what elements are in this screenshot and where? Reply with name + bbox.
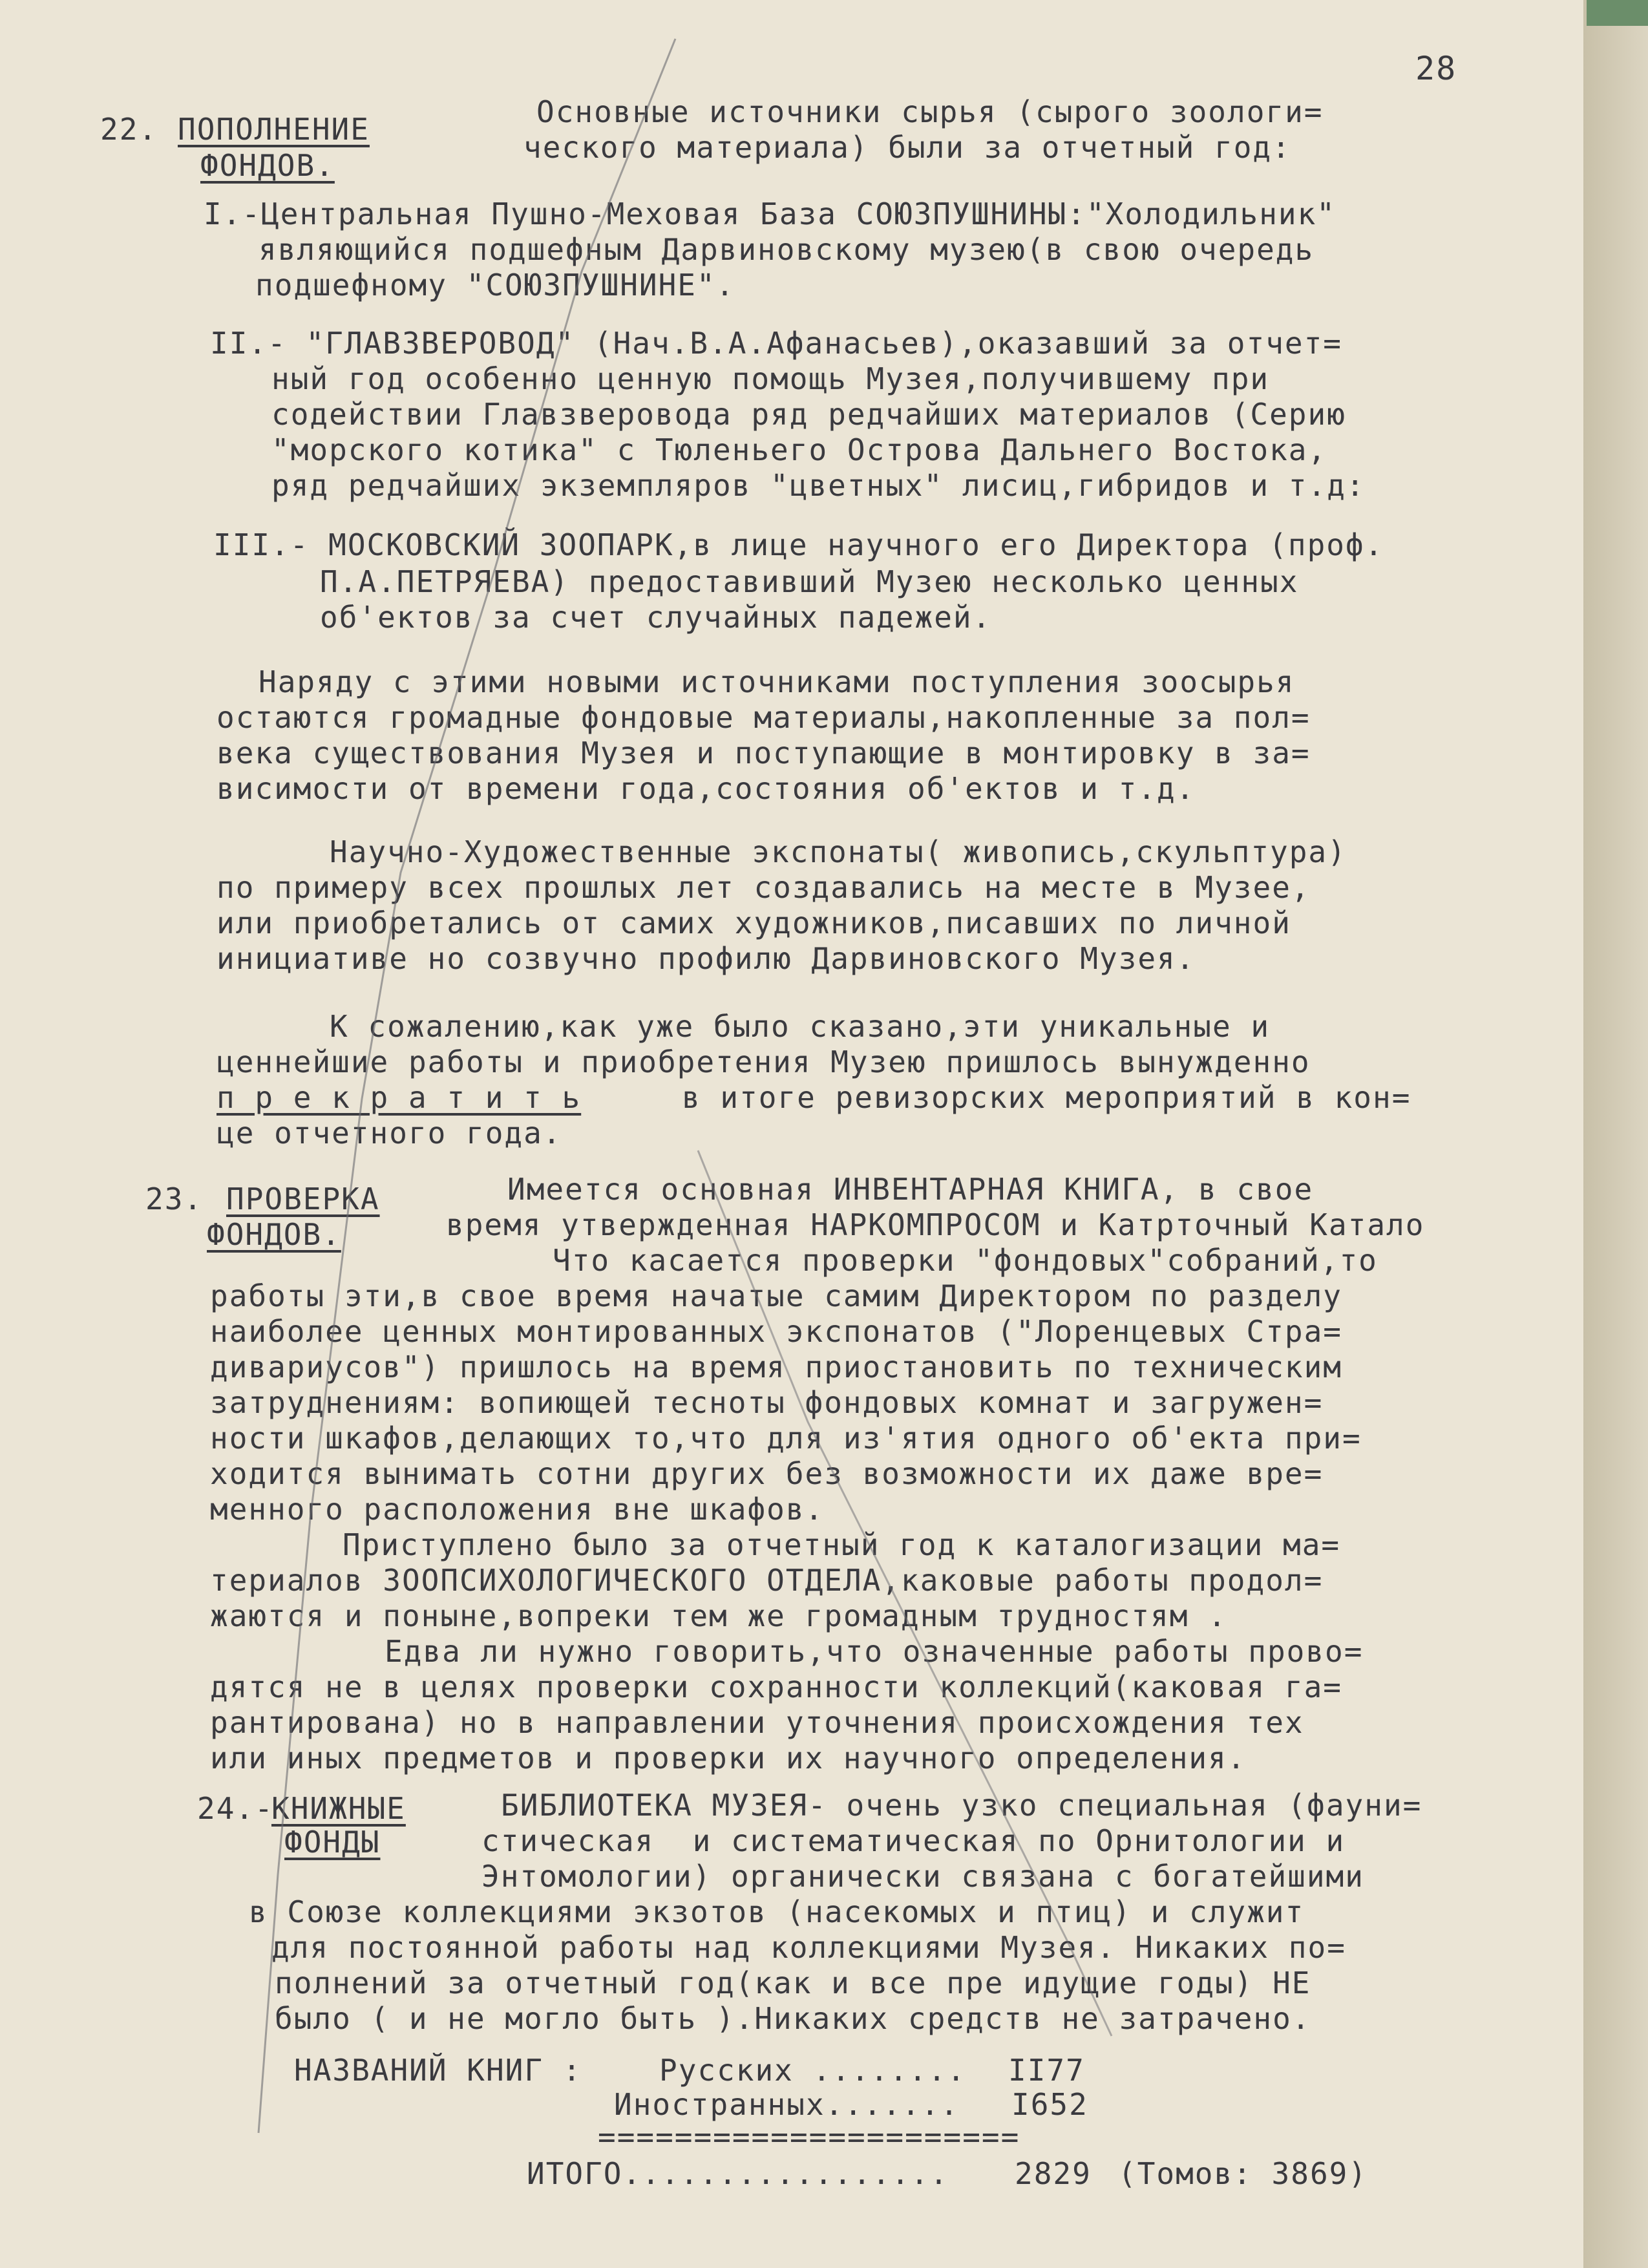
russian-books-label: Русских ........	[659, 2053, 967, 2088]
total-separator: ======================	[598, 2119, 1020, 2154]
paragraph-line: было ( и не могло быть ).Никаких средств не затрачено.	[275, 2001, 1311, 2036]
section-22-intro-cont: ческого материала) были за отчетный год:	[523, 130, 1291, 165]
russian-books-count: II77	[1008, 2053, 1085, 2088]
paragraph-line: жаются и поныне,вопреки тем же громадным трудностям .	[210, 1598, 1227, 1633]
paragraph-line: или приобретались от самих художников,писавших по личной	[217, 906, 1291, 940]
section-23-heading-cont: ФОНДОВ.	[207, 1217, 341, 1252]
books-label: НАЗВАНИЙ КНИГ :	[294, 2053, 582, 2088]
paragraph-line: затруднениям: вопиющей тесноты фондовых комнат и загружен=	[210, 1385, 1324, 1420]
source-item-2-line: ряд редчайших экземпляров "цветных" лисиц,гибридов и т.д:	[271, 468, 1366, 503]
paragraph-line: наиболее ценных монтированных экспонатов ("Лоренцевых Стра=	[210, 1314, 1342, 1349]
paragraph-line: работы эти,в свое время начатые самим Директором по разделу	[210, 1278, 1342, 1313]
paragraph-line: Приступлено было за отчетный год к каталогизации ма=	[343, 1527, 1341, 1562]
paragraph-line: висимости от времени года,состояния об'ектов и т.д.	[217, 771, 1196, 806]
page-number: 28	[1415, 50, 1457, 87]
section-23-heading: ПРОВЕРКА	[226, 1182, 380, 1216]
total-volumes: (Томов: 3869)	[1118, 2156, 1368, 2191]
source-item-1: I.-Центральная Пушно-Меховая База СОЮЗПУШНИНЫ:"Холодильник"	[204, 196, 1336, 231]
paragraph-line: менного расположения вне шкафов.	[210, 1492, 825, 1527]
foreign-books-label: Иностранных.......	[614, 2087, 960, 2122]
paragraph-line: рантирована) но в направлении уточнения происхождения тех	[210, 1705, 1304, 1740]
paragraph-line: Научно-Художественные экспонаты( живопись,скульптура)	[330, 834, 1347, 869]
paragraph-line: К сожалению,как уже было сказано,эти уникальные и	[330, 1009, 1271, 1044]
section-22-number: 22.	[100, 112, 158, 147]
paragraph-line: ходится вынимать сотни других без возможности их даже вре=	[210, 1456, 1324, 1491]
paragraph-line: Что касается проверки "фондовых"собраний,то	[553, 1243, 1378, 1278]
paragraph-line: ности шкафов,делающих то,что для из'ятия одного об'екта при=	[210, 1421, 1362, 1456]
total-count: 2829	[1015, 2156, 1092, 2191]
source-item-2-line: "морского котика" с Тюленьего Острова Дальнего Востока,	[271, 432, 1327, 467]
paragraph-line: века существования Музея и поступающие в монтировку в за=	[217, 736, 1311, 770]
source-item-1-line: подшефному "СОЮЗПУШНИНЕ".	[255, 268, 735, 302]
paragraph-line: дивариусов") пришлось на время приостановить по техническим	[210, 1350, 1342, 1384]
source-item-3-line: об'ектов за счет случайных падежей.	[320, 600, 992, 635]
paragraph-line: це отчетного года.	[217, 1116, 562, 1150]
paragraph-line: полнений за отчетный год(как и все пре идущие годы) НЕ	[275, 1966, 1311, 2000]
source-item-1-line: являющийся подшефным Дарвиновскому музею(в свою очередь	[259, 232, 1315, 267]
source-item-3-line: П.А.ПЕТРЯЕВА) предоставивший Музею несколько ценных	[320, 564, 1299, 599]
paragraph-line: Наряду с этими новыми источниками поступления зоосырья	[259, 664, 1295, 699]
paragraph-line: в итоге ревизорских мероприятий в кон=	[682, 1080, 1411, 1115]
paragraph-line: инициативе но созвучно профилю Дарвиновского Музея.	[217, 941, 1196, 976]
paragraph-line: время утвержденная НАРКОМПРОСОМ и Катрточный Катало	[446, 1207, 1425, 1242]
paragraph-line: БИБЛИОТЕКА МУЗЕЯ- очень узко специальная (фауни=	[501, 1788, 1422, 1823]
paragraph-line: остаются громадные фондовые материалы,накопленные за пол=	[217, 700, 1311, 735]
source-item-3: III.- МОСКОВСКИЙ ЗООПАРК,в лице научного его Директора (проф.	[213, 527, 1384, 562]
page-edge	[1583, 0, 1648, 2268]
green-tab	[1587, 0, 1648, 26]
paragraph-line: стическая и систематическая по Орнитологии и	[481, 1823, 1346, 1858]
paragraph-line: ценнейшие работы и приобретения Музею пришлось вынужденно	[217, 1044, 1311, 1079]
source-item-2-line: содействии Главзверовода ряд редчайших материалов (Серию	[271, 397, 1346, 432]
paragraph-line: или иных предметов и проверки их научного определения.	[210, 1741, 1247, 1775]
section-22-heading: ПОПОЛНЕНИЕ	[178, 112, 370, 147]
paragraph-line: Энтомологии) органически связана с богатейшими	[481, 1859, 1364, 1894]
section-24-heading-cont: ФОНДЫ	[284, 1825, 381, 1860]
paragraph-line: Имеется основная ИНВЕНТАРНАЯ КНИГА, в свое	[507, 1172, 1314, 1207]
paragraph-line: в Союзе коллекциями экзотов (насекомых и птиц) и служит	[249, 1894, 1305, 1929]
paragraph-line: Едва ли нужно говорить,что означенные работы прово=	[385, 1634, 1364, 1669]
paragraph-line: дятся не в целях проверки сохранности коллекций(каковая га=	[210, 1669, 1342, 1704]
section-23-number: 23.	[145, 1182, 204, 1216]
section-24-number: 24.-	[197, 1791, 274, 1826]
emphasized-word: п р е к р а т и т ь	[217, 1080, 582, 1115]
paragraph-line: по примеру всех прошлых лет создавались на месте в Музее,	[217, 870, 1311, 905]
section-24-heading: КНИЖНЫЕ	[271, 1791, 406, 1826]
foreign-books-count: I652	[1011, 2087, 1088, 2122]
source-item-2-line: ный год особенно ценную помощь Музея,получившему при	[271, 361, 1270, 396]
source-item-2: II.- "ГЛАВЗВЕРОВОД" (Нач.В.А.Афанасьев),оказавший за отчет=	[210, 326, 1342, 361]
paragraph-line: для постоянной работы над коллекциями Музея. Никаких по=	[271, 1930, 1346, 1965]
section-22-heading-cont: ФОНДОВ.	[200, 148, 335, 183]
total-label: ИТОГО.................	[527, 2156, 949, 2191]
section-22-intro: Основные источники сырья (сырого зоологи=	[536, 94, 1324, 129]
paragraph-line: териалов ЗООПСИХОЛОГИЧЕСКОГО ОТДЕЛА,каковые работы продол=	[210, 1563, 1324, 1598]
